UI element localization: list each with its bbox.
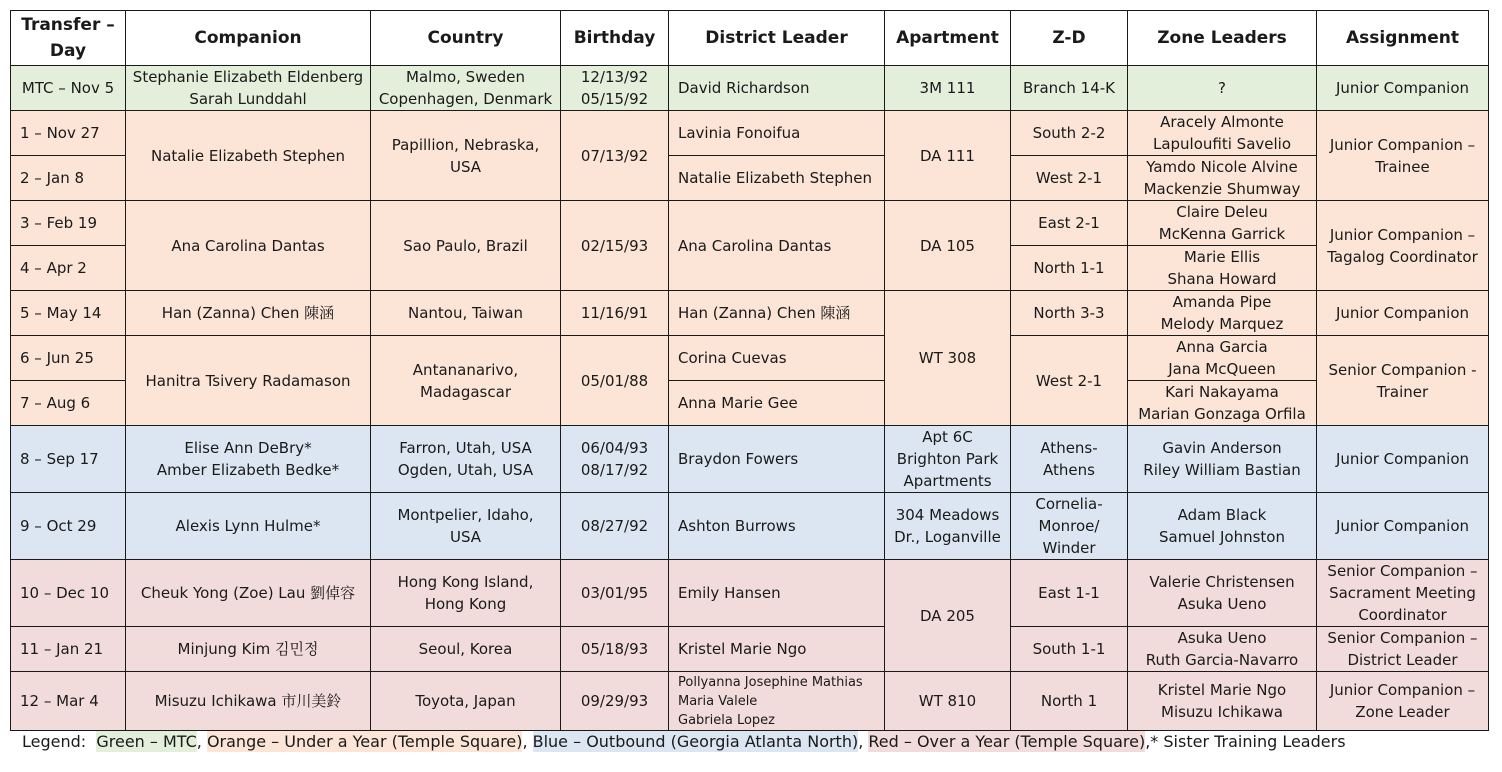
- zd-cell: North 1-1: [1011, 246, 1128, 291]
- district-leader-cell: Anna Marie Gee: [669, 381, 885, 426]
- assignment-cell: Junior Companion: [1317, 426, 1489, 493]
- header-country: Country: [371, 11, 561, 66]
- birthday-cell: 09/29/93: [561, 672, 669, 731]
- assignment-cell: Junior Companion – Trainee: [1317, 111, 1489, 201]
- header-companion: Companion: [126, 11, 371, 66]
- assignment-cell: Junior Companion – Tagalog Coordinator: [1317, 201, 1489, 291]
- zd-cell: Cornelia- Monroe/ Winder: [1011, 493, 1128, 560]
- transfer-cell: 4 – Apr 2: [11, 246, 126, 291]
- country-cell: Montpelier, Idaho, USA: [371, 493, 561, 560]
- zd-cell: Branch 14-K: [1011, 66, 1128, 111]
- header-zd: Z-D: [1011, 11, 1128, 66]
- companion-cell: Stephanie Elizabeth Eldenberg Sarah Lunddahl: [126, 66, 371, 111]
- legend: [22, 731, 1346, 753]
- zd-cell: West 2-1: [1011, 336, 1128, 426]
- transfer-cell: 8 – Sep 17: [11, 426, 126, 493]
- legend-suffix: ,* Sister Training Leaders: [1145, 732, 1346, 751]
- country-cell: Papillion, Nebraska, USA: [371, 111, 561, 201]
- birthday-cell: 06/04/93 08/17/92: [561, 426, 669, 493]
- assignment-cell: Senior Companion – Sacrament Meeting Coordinator: [1317, 560, 1489, 627]
- legend-green: Green – MTC: [96, 732, 197, 751]
- birthday-cell: 05/18/93: [561, 627, 669, 672]
- legend-separator: ,: [196, 732, 207, 751]
- district-leader-cell: Han (Zanna) Chen 陳涵: [669, 291, 885, 336]
- table-row-transfer-10: [11, 560, 1489, 627]
- zd-cell: South 1-1: [1011, 627, 1128, 672]
- zone-leaders-cell: Valerie Christensen Asuka Ueno: [1128, 560, 1317, 627]
- zd-cell: West 2-1: [1011, 156, 1128, 201]
- zone-leaders-cell: Adam Black Samuel Johnston: [1128, 493, 1317, 560]
- header-row: [11, 11, 1489, 66]
- zone-leaders-cell: Yamdo Nicole Alvine Mackenzie Shumway: [1128, 156, 1317, 201]
- country-cell: Nantou, Taiwan: [371, 291, 561, 336]
- transfer-cell: 6 – Jun 25: [11, 336, 126, 381]
- district-leader-cell: Lavinia Fonoifua: [669, 111, 885, 156]
- district-leader-cell: Braydon Fowers: [669, 426, 885, 493]
- apartment-cell: DA 105: [885, 201, 1011, 291]
- transfer-cell: 11 – Jan 21: [11, 627, 126, 672]
- zd-cell: North 1: [1011, 672, 1128, 731]
- legend-orange: Orange – Under a Year (Temple Square): [206, 732, 523, 751]
- apartment-cell: 3M 111: [885, 66, 1011, 111]
- legend-blue: Blue – Outbound (Georgia Atlanta North): [532, 732, 859, 751]
- companion-cell: Ana Carolina Dantas: [126, 201, 371, 291]
- zone-leaders-cell: Amanda Pipe Melody Marquez: [1128, 291, 1317, 336]
- zone-leaders-cell: Asuka Ueno Ruth Garcia-Navarro: [1128, 627, 1317, 672]
- header-assignment: Assignment: [1317, 11, 1489, 66]
- country-cell: Toyota, Japan: [371, 672, 561, 731]
- companion-cell: Elise Ann DeBry* Amber Elizabeth Bedke*: [126, 426, 371, 493]
- birthday-cell: 03/01/95: [561, 560, 669, 627]
- country-cell: Malmo, Sweden Copenhagen, Denmark: [371, 66, 561, 111]
- transfer-cell: MTC – Nov 5: [11, 66, 126, 111]
- transfer-table: [10, 10, 1489, 731]
- table-row-transfer-6: [11, 336, 1489, 381]
- transfer-cell: 7 – Aug 6: [11, 381, 126, 426]
- header-birthday: Birthday: [561, 11, 669, 66]
- birthday-cell: 11/16/91: [561, 291, 669, 336]
- apartment-cell: WT 308: [885, 291, 1011, 426]
- companion-cell: Natalie Elizabeth Stephen: [126, 111, 371, 201]
- legend-separator: ,: [522, 732, 533, 751]
- companion-cell: Misuzu Ichikawa 市川美鈴: [126, 672, 371, 731]
- birthday-cell: 08/27/92: [561, 493, 669, 560]
- legend-red: Red – Over a Year (Temple Square): [868, 732, 1146, 751]
- district-leader-cell: Pollyanna Josephine Mathias Maria Valele Gabriela Lopez: [669, 672, 885, 731]
- zone-leaders-cell: Aracely Almonte Lapuloufiti Savelio: [1128, 111, 1317, 156]
- district-leader-cell: Kristel Marie Ngo: [669, 627, 885, 672]
- header-transfer-day: Transfer – Day: [11, 11, 126, 66]
- transfer-cell: 2 – Jan 8: [11, 156, 126, 201]
- zone-leaders-cell: Kari Nakayama Marian Gonzaga Orfila: [1128, 381, 1317, 426]
- assignment-cell: Junior Companion: [1317, 66, 1489, 111]
- apartment-cell: DA 205: [885, 560, 1011, 672]
- zone-leaders-cell: ?: [1128, 66, 1317, 111]
- companion-cell: Hanitra Tsivery Radamason: [126, 336, 371, 426]
- district-leader-cell: Natalie Elizabeth Stephen: [669, 156, 885, 201]
- table-row-transfer-8: [11, 426, 1489, 493]
- apartment-cell: 304 Meadows Dr., Loganville: [885, 493, 1011, 560]
- companion-cell: Alexis Lynn Hulme*: [126, 493, 371, 560]
- assignment-cell: Senior Companion - Trainer: [1317, 336, 1489, 426]
- country-cell: Sao Paulo, Brazil: [371, 201, 561, 291]
- zone-leaders-cell: Gavin Anderson Riley William Bastian: [1128, 426, 1317, 493]
- birthday-cell: 02/15/93: [561, 201, 669, 291]
- district-leader-cell: Corina Cuevas: [669, 336, 885, 381]
- table-row-mtc: [11, 66, 1489, 111]
- header-apartment: Apartment: [885, 11, 1011, 66]
- birthday-cell: 12/13/92 05/15/92: [561, 66, 669, 111]
- companion-cell: Han (Zanna) Chen 陳涵: [126, 291, 371, 336]
- zd-cell: Athens- Athens: [1011, 426, 1128, 493]
- table-row-transfer-9: [11, 493, 1489, 560]
- transfer-cell: 1 – Nov 27: [11, 111, 126, 156]
- zone-leaders-cell: Claire Deleu McKenna Garrick: [1128, 201, 1317, 246]
- transfer-cell: 9 – Oct 29: [11, 493, 126, 560]
- companion-cell: Cheuk Yong (Zoe) Lau 劉倬容: [126, 560, 371, 627]
- zd-cell: North 3-3: [1011, 291, 1128, 336]
- zd-cell: East 2-1: [1011, 201, 1128, 246]
- assignment-cell: Junior Companion: [1317, 493, 1489, 560]
- assignment-cell: Junior Companion: [1317, 291, 1489, 336]
- assignment-cell: Senior Companion – District Leader: [1317, 627, 1489, 672]
- header-zone-leaders: Zone Leaders: [1128, 11, 1317, 66]
- country-cell: Antananarivo, Madagascar: [371, 336, 561, 426]
- country-cell: Farron, Utah, USA Ogden, Utah, USA: [371, 426, 561, 493]
- district-leader-cell: Emily Hansen: [669, 560, 885, 627]
- zd-cell: South 2-2: [1011, 111, 1128, 156]
- district-leader-cell: Ana Carolina Dantas: [669, 201, 885, 291]
- apartment-cell: DA 111: [885, 111, 1011, 201]
- table-row-transfer-3: [11, 201, 1489, 246]
- table-row-transfer-11: [11, 627, 1489, 672]
- apartment-cell: WT 810: [885, 672, 1011, 731]
- birthday-cell: 07/13/92: [561, 111, 669, 201]
- apartment-cell: Apt 6C Brighton Park Apartments: [885, 426, 1011, 493]
- transfer-cell: 12 – Mar 4: [11, 672, 126, 731]
- companion-cell: Minjung Kim 김민정: [126, 627, 371, 672]
- zone-leaders-cell: Marie Ellis Shana Howard: [1128, 246, 1317, 291]
- table-row-transfer-1: [11, 111, 1489, 156]
- transfer-cell: 10 – Dec 10: [11, 560, 126, 627]
- transfer-cell: 3 – Feb 19: [11, 201, 126, 246]
- table-row-transfer-5: [11, 291, 1489, 336]
- district-leader-cell: David Richardson: [669, 66, 885, 111]
- legend-prefix: Legend:: [22, 732, 87, 751]
- birthday-cell: 05/01/88: [561, 336, 669, 426]
- transfer-table-container: [10, 10, 1488, 731]
- zone-leaders-cell: Anna Garcia Jana McQueen: [1128, 336, 1317, 381]
- zone-leaders-cell: Kristel Marie Ngo Misuzu Ichikawa: [1128, 672, 1317, 731]
- table-row-transfer-12: [11, 672, 1489, 731]
- country-cell: Hong Kong Island, Hong Kong: [371, 560, 561, 627]
- district-leader-cell: Ashton Burrows: [669, 493, 885, 560]
- assignment-cell: Junior Companion – Zone Leader: [1317, 672, 1489, 731]
- legend-separator: ,: [858, 732, 869, 751]
- header-district-leader: District Leader: [669, 11, 885, 66]
- country-cell: Seoul, Korea: [371, 627, 561, 672]
- transfer-cell: 5 – May 14: [11, 291, 126, 336]
- zd-cell: East 1-1: [1011, 560, 1128, 627]
